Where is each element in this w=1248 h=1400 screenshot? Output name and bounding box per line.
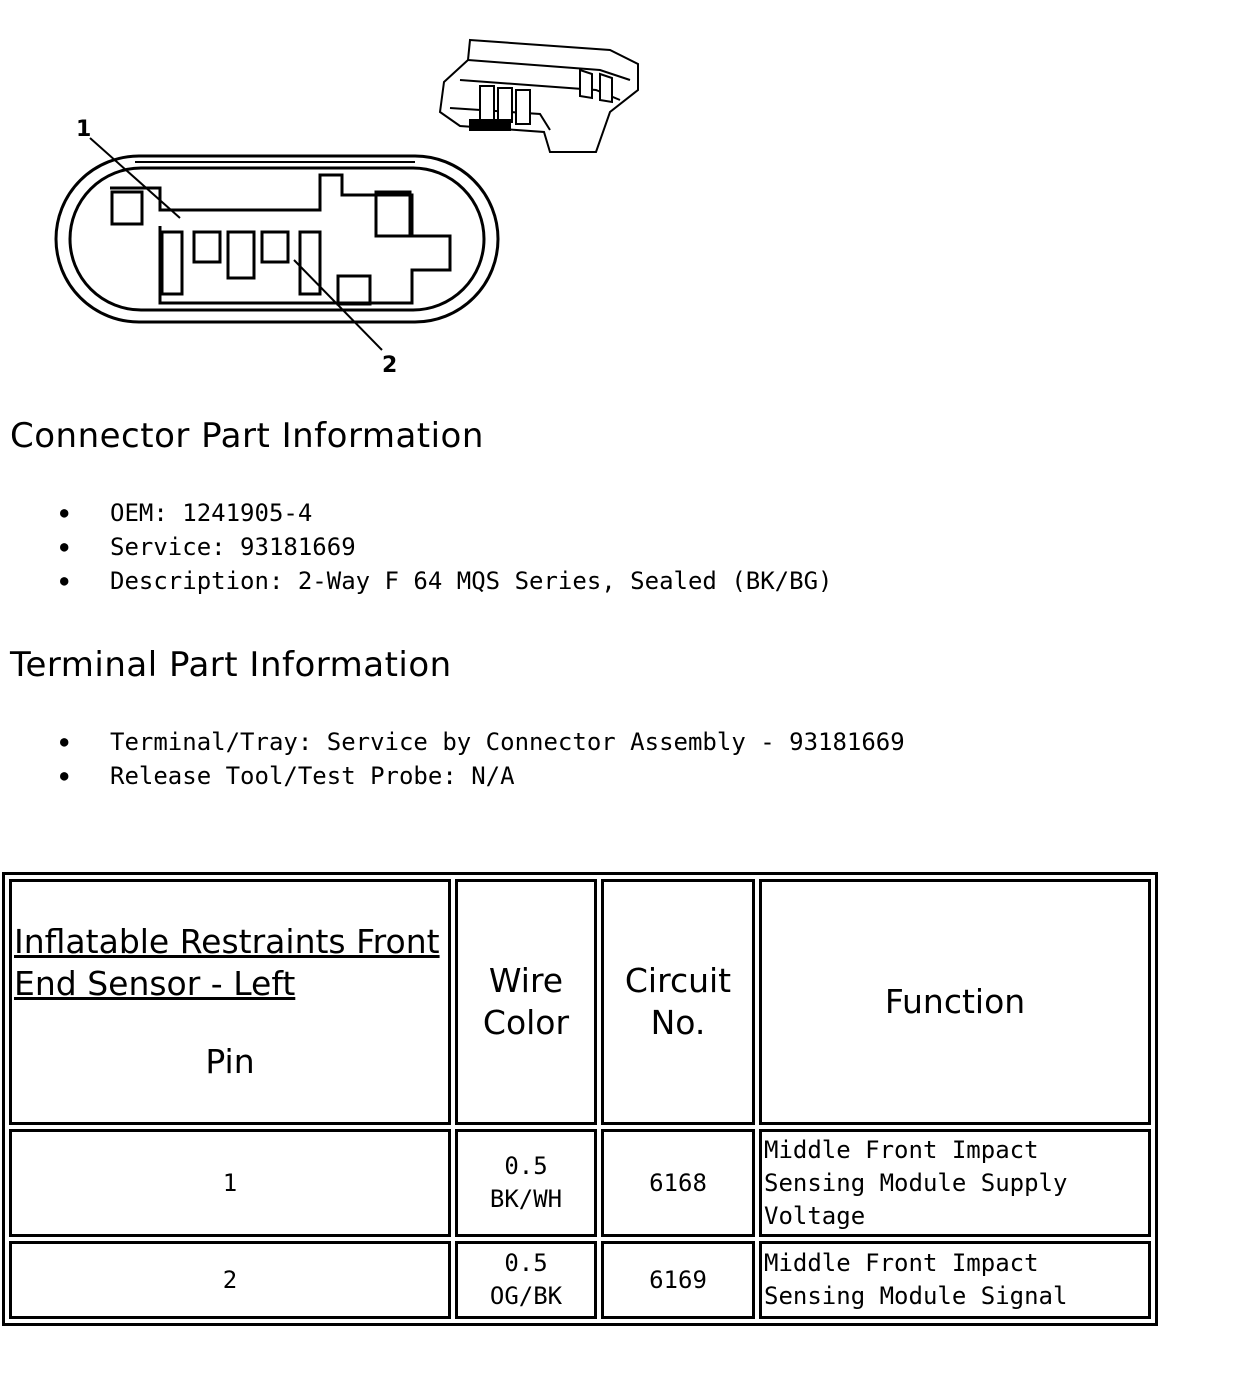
list-item: ● Service: 93181669 xyxy=(60,530,832,564)
header-circuit-no: Circuit No. xyxy=(601,879,755,1125)
connector-face-outer xyxy=(56,156,498,322)
cell-pin: 2 xyxy=(9,1241,451,1319)
table-row xyxy=(9,1129,1151,1237)
callout-1-label: 1 xyxy=(76,117,92,142)
connector-part-info-heading: Connector Part Information xyxy=(10,416,484,456)
cell-circuit: 6168 xyxy=(601,1129,755,1237)
list-item: ● OEM: 1241905-4 xyxy=(60,496,832,530)
connector-diagram xyxy=(40,20,660,390)
terminal-part-info-heading: Terminal Part Information xyxy=(10,645,452,685)
table-header-row xyxy=(9,879,1151,1125)
terminal-part-info-list xyxy=(60,725,905,793)
header-connector-name: Inflatable Restraints Front End Sensor - Left xyxy=(14,922,440,1003)
wire-color: BK/WH xyxy=(489,1185,563,1213)
connector-3d-view xyxy=(440,40,638,152)
wire-size: 0.5 xyxy=(504,1249,548,1277)
list-item: ● Terminal/Tray: Service by Connector Assembly - 93181669 xyxy=(60,725,905,759)
list-item: ● Release Tool/Test Probe: N/A xyxy=(60,759,905,793)
pinout-table xyxy=(2,872,1158,1326)
header-connector-pin xyxy=(9,879,451,1125)
callout-2-label: 2 xyxy=(382,353,398,378)
wire-size: 0.5 xyxy=(504,1152,548,1180)
connector-part-info-list xyxy=(60,496,832,598)
cell-wire-color xyxy=(455,1241,597,1319)
list-item: ● Description: 2-Way F 64 MQS Series, Sealed (BK/BG) xyxy=(60,564,832,598)
cell-circuit: 6169 xyxy=(601,1241,755,1319)
table-row xyxy=(9,1241,1151,1319)
header-wire-color: Wire Color xyxy=(455,879,597,1125)
wire-color: OG/BK xyxy=(489,1282,563,1310)
cell-function: Middle Front Impact Sensing Module Supply Voltage xyxy=(759,1129,1151,1237)
cell-function: Middle Front Impact Sensing Module Signal xyxy=(759,1241,1151,1319)
cell-pin: 1 xyxy=(9,1129,451,1237)
header-function: Function xyxy=(759,879,1151,1125)
cell-wire-color xyxy=(455,1129,597,1237)
header-pin: Pin xyxy=(205,1042,255,1081)
pin-1-cavity xyxy=(162,232,182,294)
